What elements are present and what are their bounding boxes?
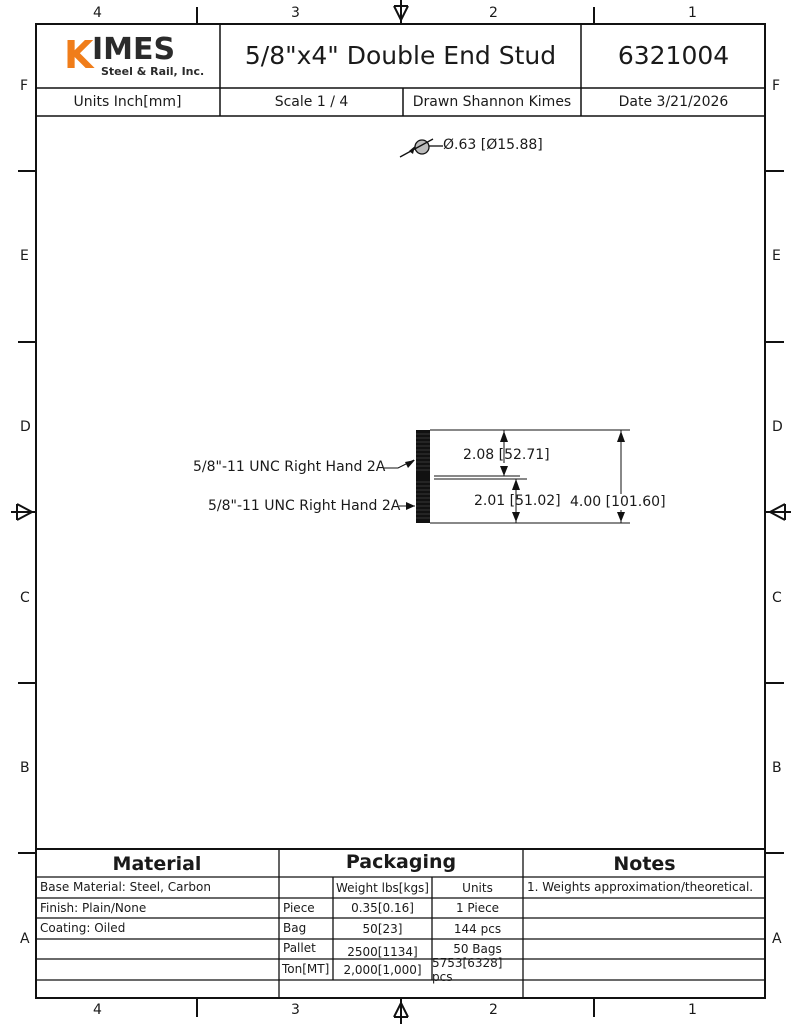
zone-row-a-right: A (772, 931, 782, 947)
packaging-weight: 0.35[0.16] (351, 901, 414, 915)
material-row-2: Finish: Plain/None (40, 901, 147, 915)
svg-text:K: K (64, 33, 93, 77)
packaging-units: 5753[6328] pcs (432, 955, 503, 984)
logo-sub: Steel & Rail, Inc. (101, 65, 204, 78)
zone-row-f-right: F (772, 78, 781, 94)
zone-col-1-bottom: 1 (688, 1002, 697, 1018)
zone-row-d-right: D (772, 419, 783, 435)
zone-row-a-left: A (20, 931, 30, 947)
zone-row-c-right: C (772, 590, 782, 606)
date-field: Date 3/21/2026 (618, 94, 729, 110)
material-row-1: Base Material: Steel, Carbon (40, 880, 211, 894)
packaging-units: 1 Piece (455, 901, 500, 915)
units-column-header: Units (462, 880, 493, 895)
zone-row-e-left: E (20, 248, 29, 264)
zone-col-1-top: 1 (688, 5, 697, 21)
packaging-weight: 2500[1134] (347, 945, 418, 959)
logo-main: IMES (92, 33, 176, 67)
notes-header: Notes (613, 853, 676, 875)
zone-row-d-left: D (20, 419, 31, 435)
packaging-units: 50 Bags (453, 942, 502, 956)
note-row-1: 1. Weights approximation/theoretical. (527, 880, 754, 894)
drawn-by-field: Drawn Shannon Kimes (412, 94, 572, 110)
packaging-label: Pallet (283, 941, 316, 955)
zone-row-e-right: E (772, 248, 781, 264)
packaging-weight: 50[23] (362, 921, 403, 936)
zone-row-c-left: C (20, 590, 30, 606)
zone-row-f-left: F (20, 78, 29, 94)
drawing-title: 5/8"x4" Double End Stud (244, 41, 557, 70)
packaging-weight: 2,000[1,000] (343, 962, 422, 977)
units-field: Units Inch[mm] (73, 94, 182, 110)
zone-row-b-left: B (20, 760, 30, 776)
zone-row-b-right: B (772, 760, 782, 776)
packaging-label: Piece (283, 901, 315, 915)
weight-column-header: Weight lbs[kgs] (335, 880, 429, 895)
zone-col-3-bottom: 3 (291, 1002, 300, 1018)
zone-col-2-bottom: 2 (489, 1002, 498, 1018)
packaging-label: Bag (283, 921, 307, 935)
packaging-label: Ton[MT] (282, 962, 330, 976)
packaging-header: Packaging (345, 851, 457, 873)
thread-callout-bottom: 5/8"-11 UNC Right Hand 2A (208, 498, 401, 514)
thread-callout-top: 5/8"-11 UNC Right Hand 2A (193, 459, 386, 475)
zone-col-2-top: 2 (489, 5, 498, 21)
material-row-3: Coating: Oiled (40, 921, 126, 935)
part-number: 6321004 (617, 41, 730, 70)
zone-col-4-top: 4 (93, 5, 102, 21)
material-header: Material (112, 853, 202, 875)
dimension-top: 2.08 [52.71] (463, 447, 550, 463)
zone-col-3-top: 3 (291, 5, 300, 21)
zone-col-4-bottom: 4 (93, 1002, 102, 1018)
dimension-total: 4.00 [101.60] (570, 494, 666, 510)
dimension-bottom: 2.01 [51.02] (474, 493, 561, 509)
packaging-units: 144 pcs (453, 921, 502, 936)
diameter-label: Ø.63 [Ø15.88] (443, 137, 543, 153)
scale-field: Scale 1 / 4 (274, 94, 349, 110)
